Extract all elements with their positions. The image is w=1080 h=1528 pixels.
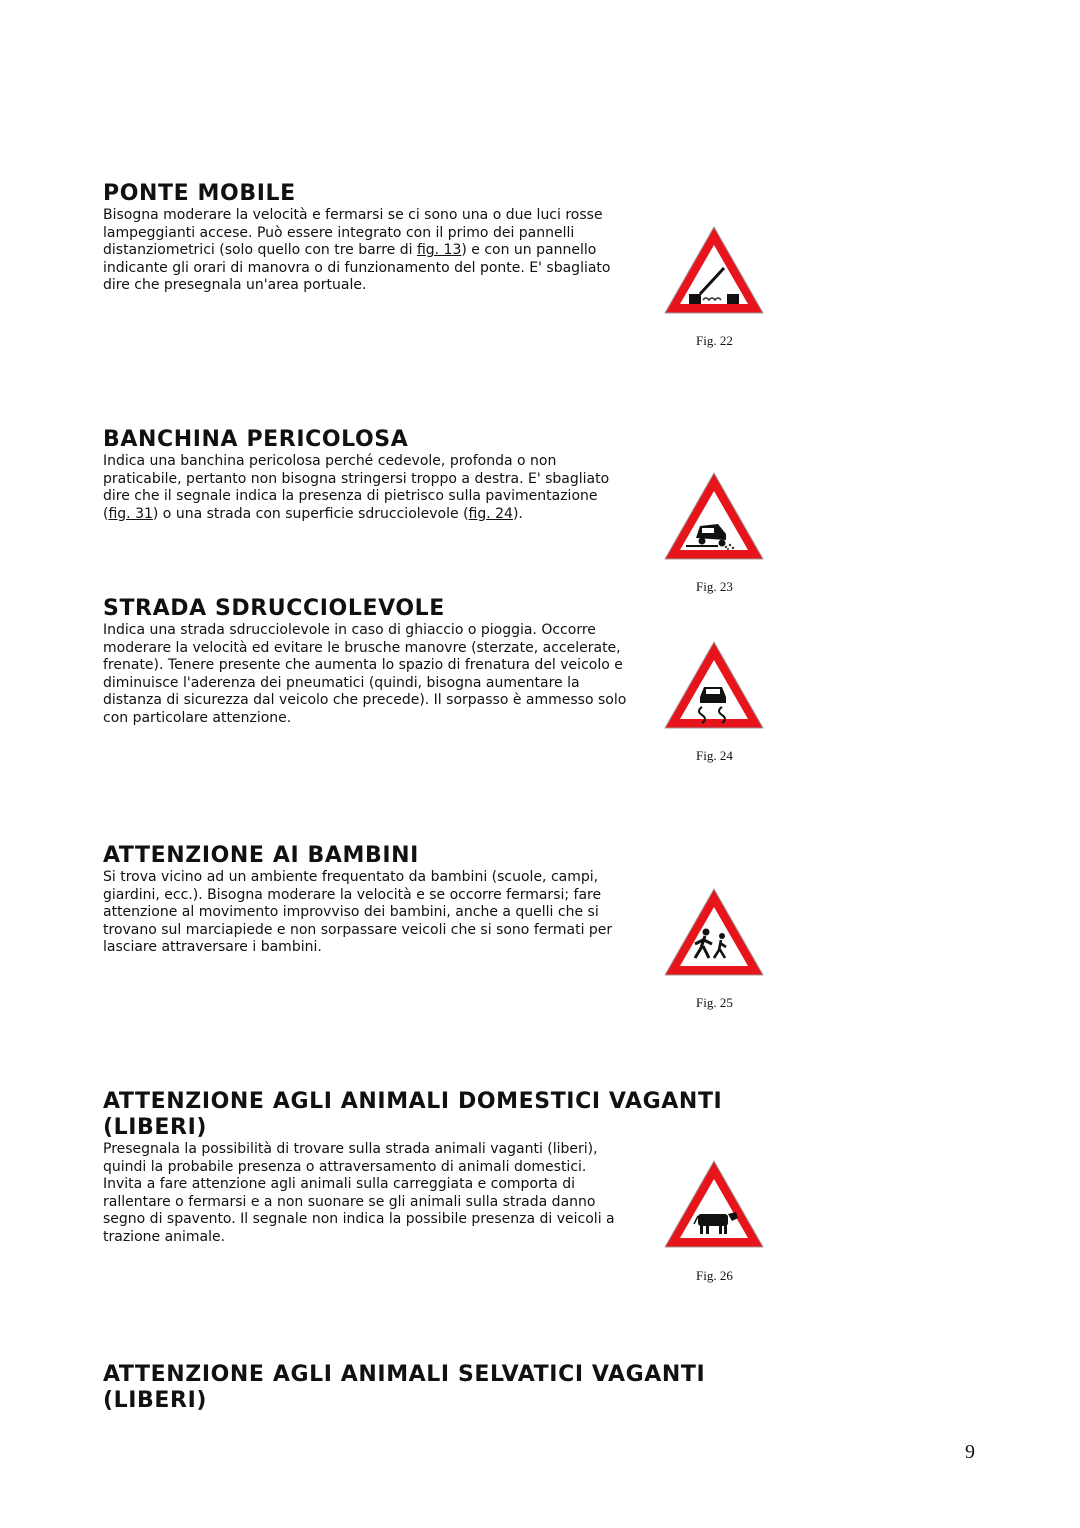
section-title: ATTENZIONE AI BAMBINI [103,843,419,868]
section-text: Si trova vicino ad un ambiente frequentato da bambini (scuole, campi, giardini, ecc.). Bisogna moderare la velocità e se occorre fermarsi; fare attenzione al movimento improvviso dei bambini, anche a quelli che si trovano sul marciapiede e non sorpassare veicoli che si sono fermati per lasciare attraversare i bambini. [103,869,613,956]
section-ponte-mobile [103,181,628,295]
section-banchina-pericolosa [103,427,628,523]
children-sign [662,886,766,980]
section-attenzione-bambini [103,843,628,957]
section-title: STRADA SDRUCCIOLEVOLE [103,596,445,621]
section-title: BANCHINA PERICOLOSA [103,427,409,452]
section-text: Indica una banchina pericolosa perché cedevole, profonda o non praticabile, pertanto non bisogna stringersi troppo a destra. E' sbagliato dire che il segnale indica la presenza di pietrisco sulla pavimentazione (fig. 31) o una strada con superficie sdrucciolevole (fig. 24). [103,453,610,522]
figure-caption: Fig. 26 [696,1268,733,1283]
section-title: PONTE MOBILE [103,181,296,206]
slippery-road-sign [662,639,766,733]
drawbridge-sign [662,224,766,318]
section-animali-domestici [103,1089,743,1247]
page-number: 9 [965,1441,975,1463]
figure-caption: Fig. 24 [696,748,733,763]
fig-24-link[interactable]: fig. 24 [468,505,513,522]
section-text: Indica una strada sdrucciolevole in caso di ghiaccio o pioggia. Occorre moderare la velocità ed evitare le brusche manovre (sterzate, accelerate, frenate). Tenere presente che aumenta lo spazio di frenatura del veicolo e diminuisce l'aderenza dei pneumatici (quindi, bisogna aumentare la distanza di sicurezza dal veicolo che precede). Il sorpasso è ammesso solo con particolare attenzione. [103,622,627,726]
section-title: ATTENZIONE AGLI ANIMALI SELVATICI VAGANTI (LIBERI) [103,1362,706,1413]
figure-caption: Fig. 23 [696,579,733,594]
section-strada-sdrucciolevole [103,596,628,728]
figure-caption: Fig. 25 [696,995,733,1010]
fig-31-link[interactable]: fig. 31 [108,505,153,522]
fig-13-link[interactable]: fig. 13 [416,242,462,259]
section-text: Presegnala la possibilità di trovare sulla strada animali vaganti (liberi), quindi la probabile presenza o attraversamento di animali domestici. Invita a fare attenzione agli animali sulla carreggiata e comporta di rallentare o fermarsi e a non suonare se gli animali sulla strada danno segno di spavento. Il segnale non indica la possibile presenza di veicoli a trazione animale. [103,1141,615,1245]
section-animali-selvatici [103,1362,743,1414]
domestic-animals-sign [662,1158,766,1252]
section-text: Bisogna moderare la velocità e fermarsi se ci sono una o due luci rosse lampeggianti accese. Può essere integrato con il primo dei pannelli distanziometrici (solo quello con tre barre di fig. 13) e con un pannello indicante gli orari di manovra o di funzionamento del ponte. E' sbagliato dire che presegnala un'area portuale. [103,207,611,294]
figure-caption: Fig. 22 [696,333,733,348]
section-title: ATTENZIONE AGLI ANIMALI DOMESTICI VAGANTI (LIBERI) [103,1089,723,1140]
soft-verge-sign [662,470,766,564]
